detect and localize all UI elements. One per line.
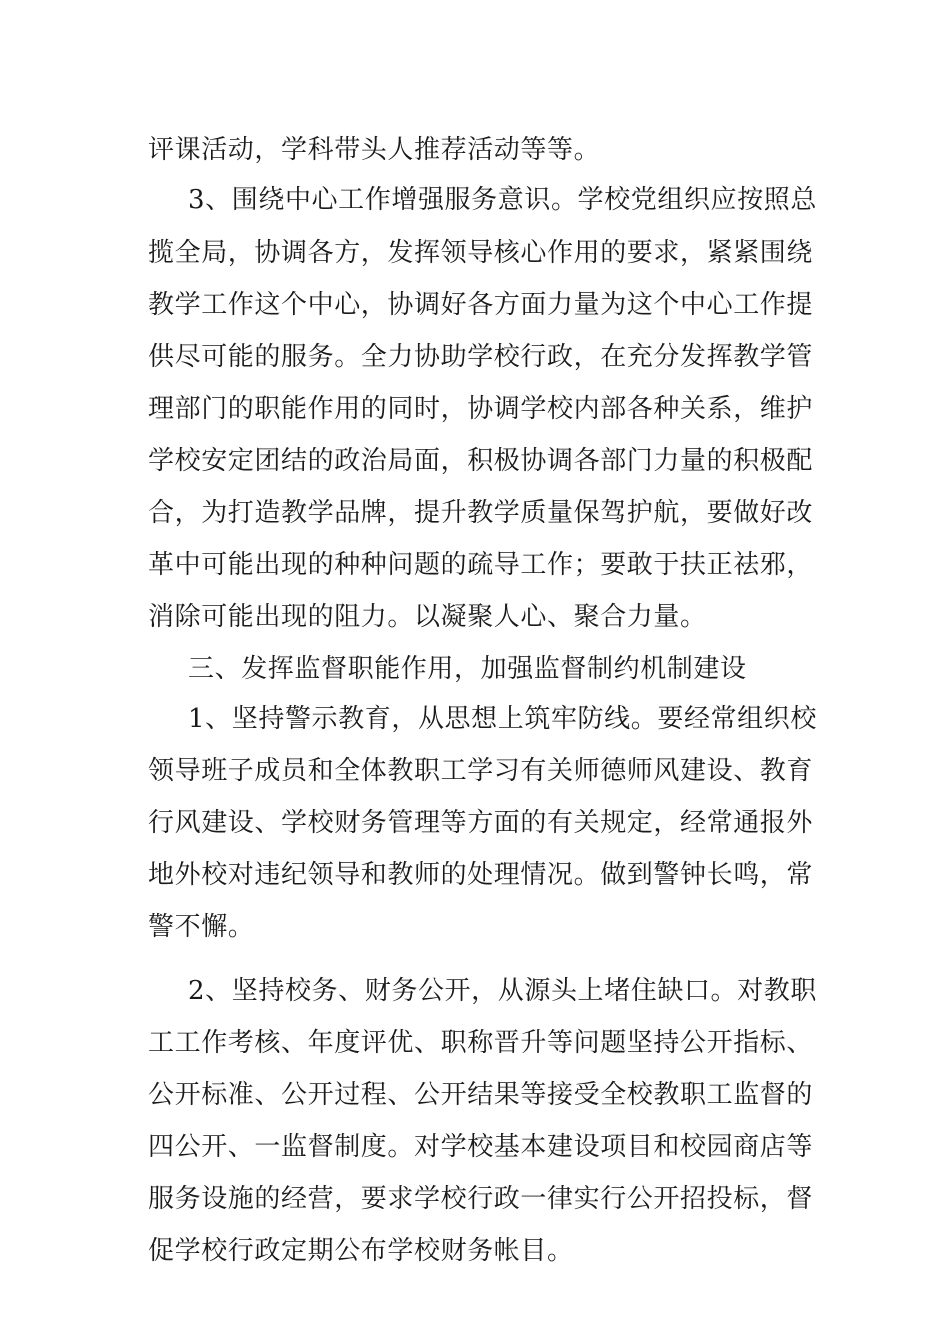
- text-line: 1、坚持警示教育，从思想上筑牢防线。要经常组织校: [188, 704, 817, 734]
- text-line: 3、围绕中心工作增强服务意识。学校党组织应按照总: [188, 185, 817, 215]
- text-line: 理部门的职能作用的同时，协调学校内部各种关系，维护: [148, 394, 814, 424]
- text-line: 揽全局，协调各方，发挥领导核心作用的要求，紧紧围绕: [148, 238, 814, 268]
- text-line: 供尽可能的服务。全力协助学校行政，在充分发挥教学管: [148, 342, 814, 372]
- text-line: 教学工作这个中心，协调好各方面力量为这个中心工作提: [148, 290, 814, 320]
- text-line: 行风建设、学校财务管理等方面的有关规定，经常通报外: [148, 808, 814, 838]
- text-line: 四公开、一监督制度。对学校基本建设项目和校园商店等: [148, 1132, 814, 1162]
- text-line: 革中可能出现的种种问题的疏导工作；要敢于扶正祛邪，: [148, 550, 814, 580]
- text-line: 警不懈。: [148, 912, 255, 942]
- text-line: 服务设施的经营，要求学校行政一律实行公开招投标，督: [148, 1184, 814, 1214]
- text-line: 2、坚持校务、财务公开，从源头上堵住缺口。对教职: [188, 976, 817, 1006]
- text-line: 消除可能出现的阻力。以凝聚人心、聚合力量。: [148, 602, 707, 632]
- text-line: 促学校行政定期公布学校财务帐目。: [148, 1236, 574, 1266]
- text-line: 公开标准、公开过程、公开结果等接受全校教职工监督的: [148, 1080, 814, 1110]
- text-line: 地外校对违纪领导和教师的处理情况。做到警钟长鸣，常: [148, 860, 814, 890]
- section-heading: 三、发挥监督职能作用，加强监督制约机制建设: [188, 654, 747, 684]
- text-line: 工工作考核、年度评优、职称晋升等问题坚持公开指标、: [148, 1028, 814, 1058]
- text-line: 领导班子成员和全体教职工学习有关师德师风建设、教育: [148, 756, 814, 786]
- text-line: 学校安定团结的政治局面，积极协调各部门力量的积极配: [148, 446, 814, 476]
- text-line: 评课活动，学科带头人推荐活动等等。: [148, 135, 601, 165]
- text-line: 合，为打造教学品牌，提升教学质量保驾护航，要做好改: [148, 498, 814, 528]
